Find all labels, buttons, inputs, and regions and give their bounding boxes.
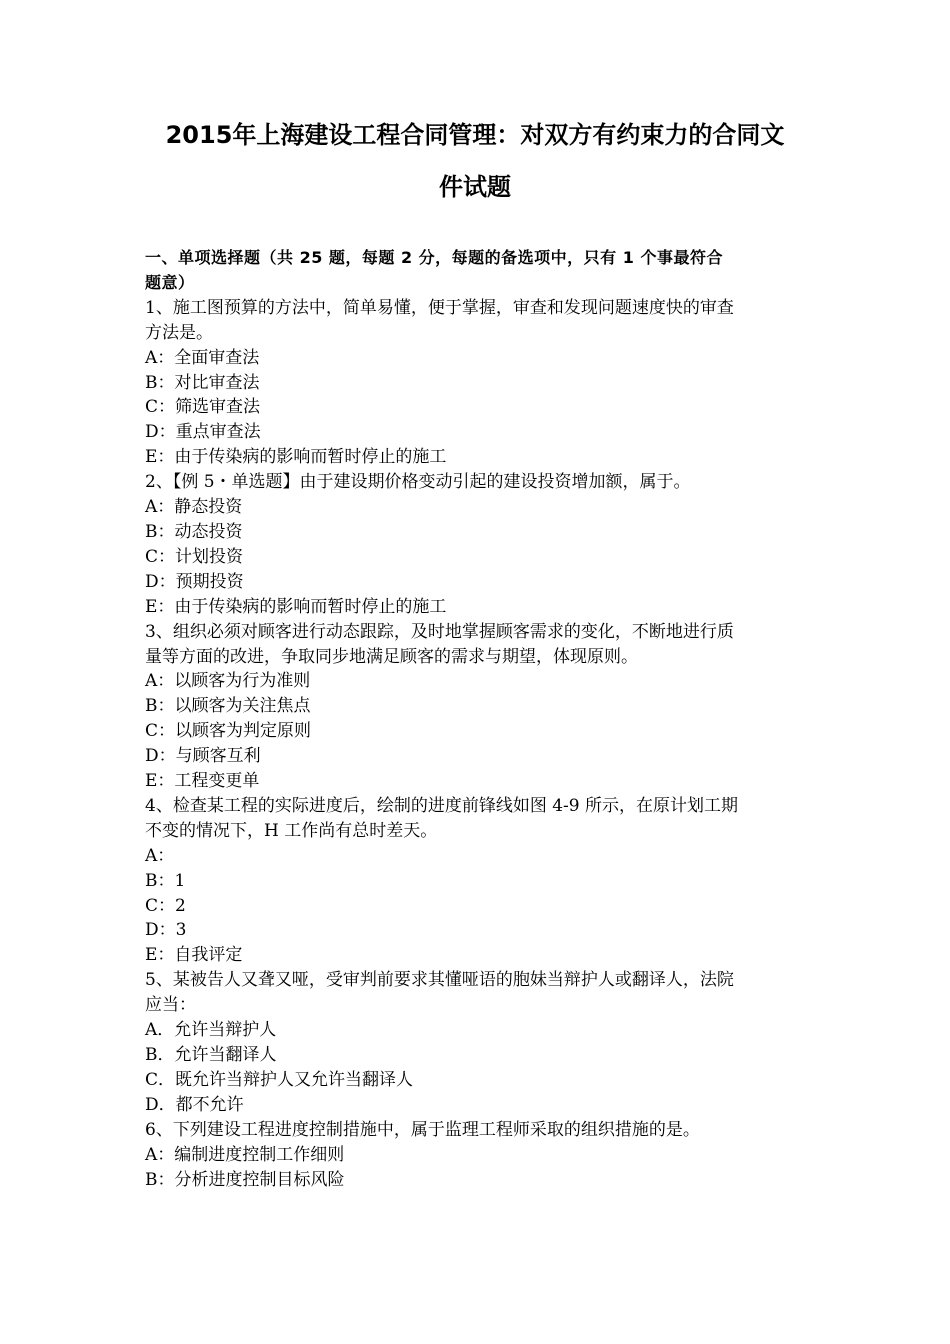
question-text-line: 5、某被告人又聋又哑，受审判前要求其懂哑语的胞妹当辩护人或翻译人，法院	[145, 970, 734, 991]
answer-option-e: E：工程变更单	[145, 771, 260, 792]
answer-option-d: D：3	[145, 920, 187, 941]
answer-option-b: B：以顾客为关注焦点	[145, 696, 311, 717]
question-6	[145, 1118, 810, 1193]
answer-option-c: C：计划投资	[145, 546, 244, 567]
answer-option-c: C：筛选审查法	[145, 397, 261, 418]
question-1	[145, 296, 810, 470]
answer-option-a: A：静态投资	[145, 497, 243, 518]
question-text-line: 4、检查某工程的实际进度后，绘制的进度前锋线如图 4-9 所示，在原计划工期	[145, 795, 738, 816]
question-2	[145, 470, 810, 619]
document-body	[145, 246, 810, 1192]
answer-option-a: A：编制进度控制工作细则	[145, 1144, 345, 1165]
answer-option-b: B：1	[145, 870, 186, 891]
question-3	[145, 620, 810, 794]
answer-option-b: B：对比审查法	[145, 372, 260, 393]
answer-option-d: D：与顾客互利	[145, 746, 261, 767]
answer-option-d: D：重点审查法	[145, 422, 261, 443]
question-5	[145, 968, 810, 1117]
section-heading-line-1: 一、单项选择题（共 25 题，每题 2 分，每题的备选项中，只有 1 个事最符合	[145, 248, 723, 267]
answer-option-d: D．都不允许	[145, 1094, 244, 1115]
question-text-line: 应当：	[145, 995, 196, 1016]
answer-option-b: B：分析进度控制目标风险	[145, 1169, 345, 1190]
question-text-line: 1、施工图预算的方法中，简单易懂，便于掌握，审查和发现问题速度快的审查	[145, 297, 734, 318]
question-text-line: 方法是。	[145, 322, 213, 343]
document-title-line-2: 件试题	[439, 173, 511, 201]
answer-option-e: E：由于传染病的影响而暂时停止的施工	[145, 596, 447, 617]
answer-option-a: A：	[145, 845, 175, 866]
question-text-line: 量等方面的改进，争取同步地满足顾客的需求与期望，体现原则。	[145, 646, 638, 667]
answer-option-c: C：以顾客为判定原则	[145, 721, 312, 742]
question-text-line: 3、组织必须对顾客进行动态跟踪，及时地掌握顾客需求的变化，不断地进行质	[145, 621, 734, 642]
question-text-line: 6、下列建设工程进度控制措施中，属于监理工程师采取的组织措施的是。	[145, 1119, 700, 1140]
document-title-line-1: 2015年上海建设工程合同管理：对双方有约束力的合同文	[165, 121, 785, 149]
answer-option-e: E：自我评定	[145, 945, 243, 966]
question-text-line: 2、【例 5・单选题】由于建设期价格变动引起的建设投资增加额，属于。	[145, 472, 691, 493]
answer-option-c: C．既允许当辩护人又允许当翻译人	[145, 1069, 414, 1090]
answer-option-d: D：预期投资	[145, 571, 244, 592]
answer-option-b: B．允许当翻译人	[145, 1045, 277, 1065]
answer-option-e: E：由于传染病的影响而暂时停止的施工	[145, 447, 447, 468]
answer-option-a: A：全面审查法	[145, 347, 260, 368]
question-text-line: 不变的情况下，H 工作尚有总时差天。	[145, 820, 438, 841]
answer-option-c: C：2	[145, 895, 186, 916]
question-4	[145, 794, 810, 968]
answer-option-b: B：动态投资	[145, 521, 243, 542]
section-heading-line-2: 题意）	[145, 272, 195, 292]
answer-option-a: A．允许当辩护人	[145, 1020, 277, 1041]
answer-option-a: A：以顾客为行为准则	[145, 671, 311, 692]
